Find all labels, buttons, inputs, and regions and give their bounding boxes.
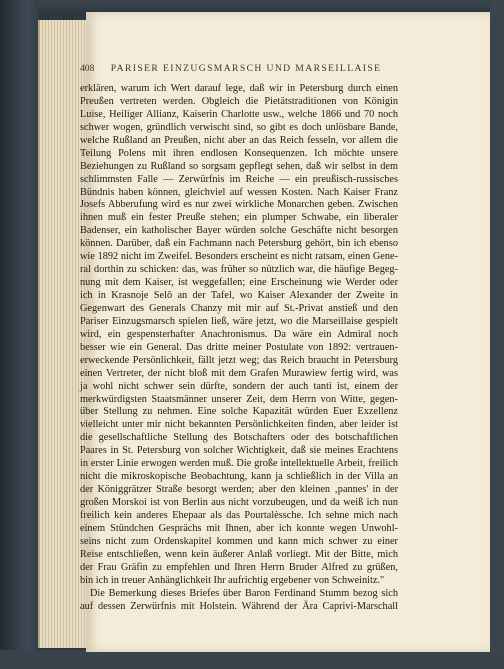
- book-cover-right: [490, 0, 504, 669]
- text-line: großen Morskoi ist von Berlin aus nicht vorzubeugen, und da weiß ich nun: [80, 497, 398, 508]
- text-line: können. Darüber, daß ein Fachmann nach Petersburg gehört, bin ich ebenso: [80, 238, 398, 250]
- text-line: Josefs Abberufung wird es nur zwei wirkliche Monarchen geben. Zwischen: [80, 199, 398, 211]
- book-cover-top: [0, 0, 504, 12]
- text-line: Teilung Polens mit ihren endlosen Konsequenzen. Ich möchte unsere: [80, 147, 398, 159]
- text-line: Bündnis haben können, gleichviel auf wessen Kosten. Nach Kaiser Franz: [80, 186, 398, 198]
- page-header: [80, 63, 390, 74]
- text-line: Die Bemerkung dieses Briefes über Baron Ferdinand Stumm bezog sich: [90, 587, 398, 599]
- text-line: die gesellschaftliche Stellung des Botschafters oder des botschaftlichen: [80, 432, 398, 444]
- text-line: der Königgrätzer Straße besorgt werden; aber den kleinen ‚pannes' in der: [80, 484, 398, 496]
- text-line: Paares in St. Petersburg von solcher Wichtigkeit, daß sie meines Erachtens: [80, 445, 398, 457]
- text-line: besser wie ein General. Das dritte meiner Postulate von 1892: vertrauen-: [80, 341, 398, 353]
- text-line: merkwürdigsten Staatsmänner unserer Zeit, dem Herrn von Witte, gegen-: [80, 393, 398, 405]
- text-line: der Frau Gräfin zu empfehlen und Ihren Herrn Bruder Alfred zu grüßen,: [80, 561, 398, 573]
- text-line: ral dorthin zu schicken: das, was früher so nützlich war, die häufige Begeg-: [80, 264, 398, 276]
- text-line: auf dessen Zerwürfnis mit Holstein. Während der Ära Caprivi-Marschall: [80, 600, 398, 612]
- page-number: 408: [80, 63, 95, 74]
- text-line: welche Rußland an Preußen, nicht aber an das Reich fesseln, vor allem die: [80, 134, 398, 146]
- text-line: seins nicht zum Ordenskapitel kommen und kann mich schwer zu einer: [80, 535, 398, 547]
- text-line: Luise, Heiliger Allianz, Kaiserin Charlotte usw., welche 1866 und 70 noch: [80, 108, 398, 120]
- book-spine: [0, 0, 38, 669]
- text-line: einem Stündchen Gesprächs mit Ihnen, aber ich konnte wegen Unwohl-: [80, 522, 398, 534]
- text-line: nicht die mikroskopische Beobachtung, kann ja schließlich in der Villa an: [80, 471, 398, 483]
- text-line: Beziehungen zu Rußland so sorgsam gepflegt sehen, daß wir selbst in dem: [80, 160, 398, 172]
- body-text: [80, 83, 398, 613]
- text-line: vielleicht unter mir nicht bekannten Persönlichkeiten finden, aber leider ist: [80, 419, 398, 431]
- text-line: schlimmsten Falle — Zerwürfnis im Reiche — ein preußisch-russisches: [80, 173, 398, 185]
- text-line: Reise entschließen, wenn kein äußerer Anlaß vorliegt. Mit der Bitte, mich: [80, 548, 398, 560]
- text-line: bin ich in treuer Anhänglichkeit Ihr aufrichtig ergebener von Schweinitz.": [80, 574, 385, 586]
- text-line: schwer wogen, gründlich verwischt sind, so gibt es doch unlösbare Bande,: [80, 121, 398, 133]
- text-line: Gegenwart des Generals Chanzy mit mir auf St.-Privat anstieß und den: [80, 302, 398, 314]
- text-line: erklären, warum ich Wert darauf lege, daß wir in Petersburg durch einen: [80, 83, 398, 94]
- text-line: ich in Krasnoje Selō an der Tafel, wo Kaiser Alexander der Zweite in: [80, 290, 398, 301]
- text-line: Badenser, ein katholischer Bayer würden solche Geschäfte nicht besorgen: [80, 225, 398, 237]
- text-line: nung mit dem Kaiser, ist weggefallen; eine Erscheinung wie Werder oder: [80, 277, 398, 289]
- text-line: Pariser Einzugsmarsch spielen ließ, wäre jetzt, wo die Marseillaise gespielt: [80, 315, 398, 327]
- text-line: in erster Linie erwogen werden muß. Die große intellektuelle Arbeit, freilich: [80, 458, 398, 470]
- running-head: PARISER EINZUGSMARSCH UND MARSEILLAISE: [110, 63, 382, 74]
- text-line: Preußen vertreten werden. Obgleich die Pietätstraditionen von Königin: [80, 95, 398, 107]
- text-line: ihnen muß ein fester Preuße stehen; ein plumper Schwabe, ein liberaler: [80, 212, 398, 224]
- text-line: wie 1892 nicht im Zweifel. Besonders erscheint es nicht ratsam, einen Gene-: [80, 251, 398, 263]
- text-line: freilich kein anderes Ehepaar als das Pourtalèssche. Ich sehne mich nach: [80, 509, 398, 521]
- text-line: wird, ein gespensterhafter Anachronismus. Da wäre ein Admiral noch: [80, 328, 398, 340]
- text-line: über Stellung zu nehmen. Eine solche Kapazität würden Euer Exzellenz: [80, 406, 398, 418]
- text-line: ja wohl nicht schwer sein dürfte, sondern der auch tanti ist, einem der: [80, 380, 398, 392]
- book-cover-bottom: [0, 650, 504, 669]
- text-line: erweckende Persönlichkeit, fällt jetzt weg; das Reich braucht in Petersburg: [80, 354, 398, 366]
- text-line: einen Vertreter, der nicht bloß mit dem Grafen Murawiew fertig wird, was: [80, 367, 398, 379]
